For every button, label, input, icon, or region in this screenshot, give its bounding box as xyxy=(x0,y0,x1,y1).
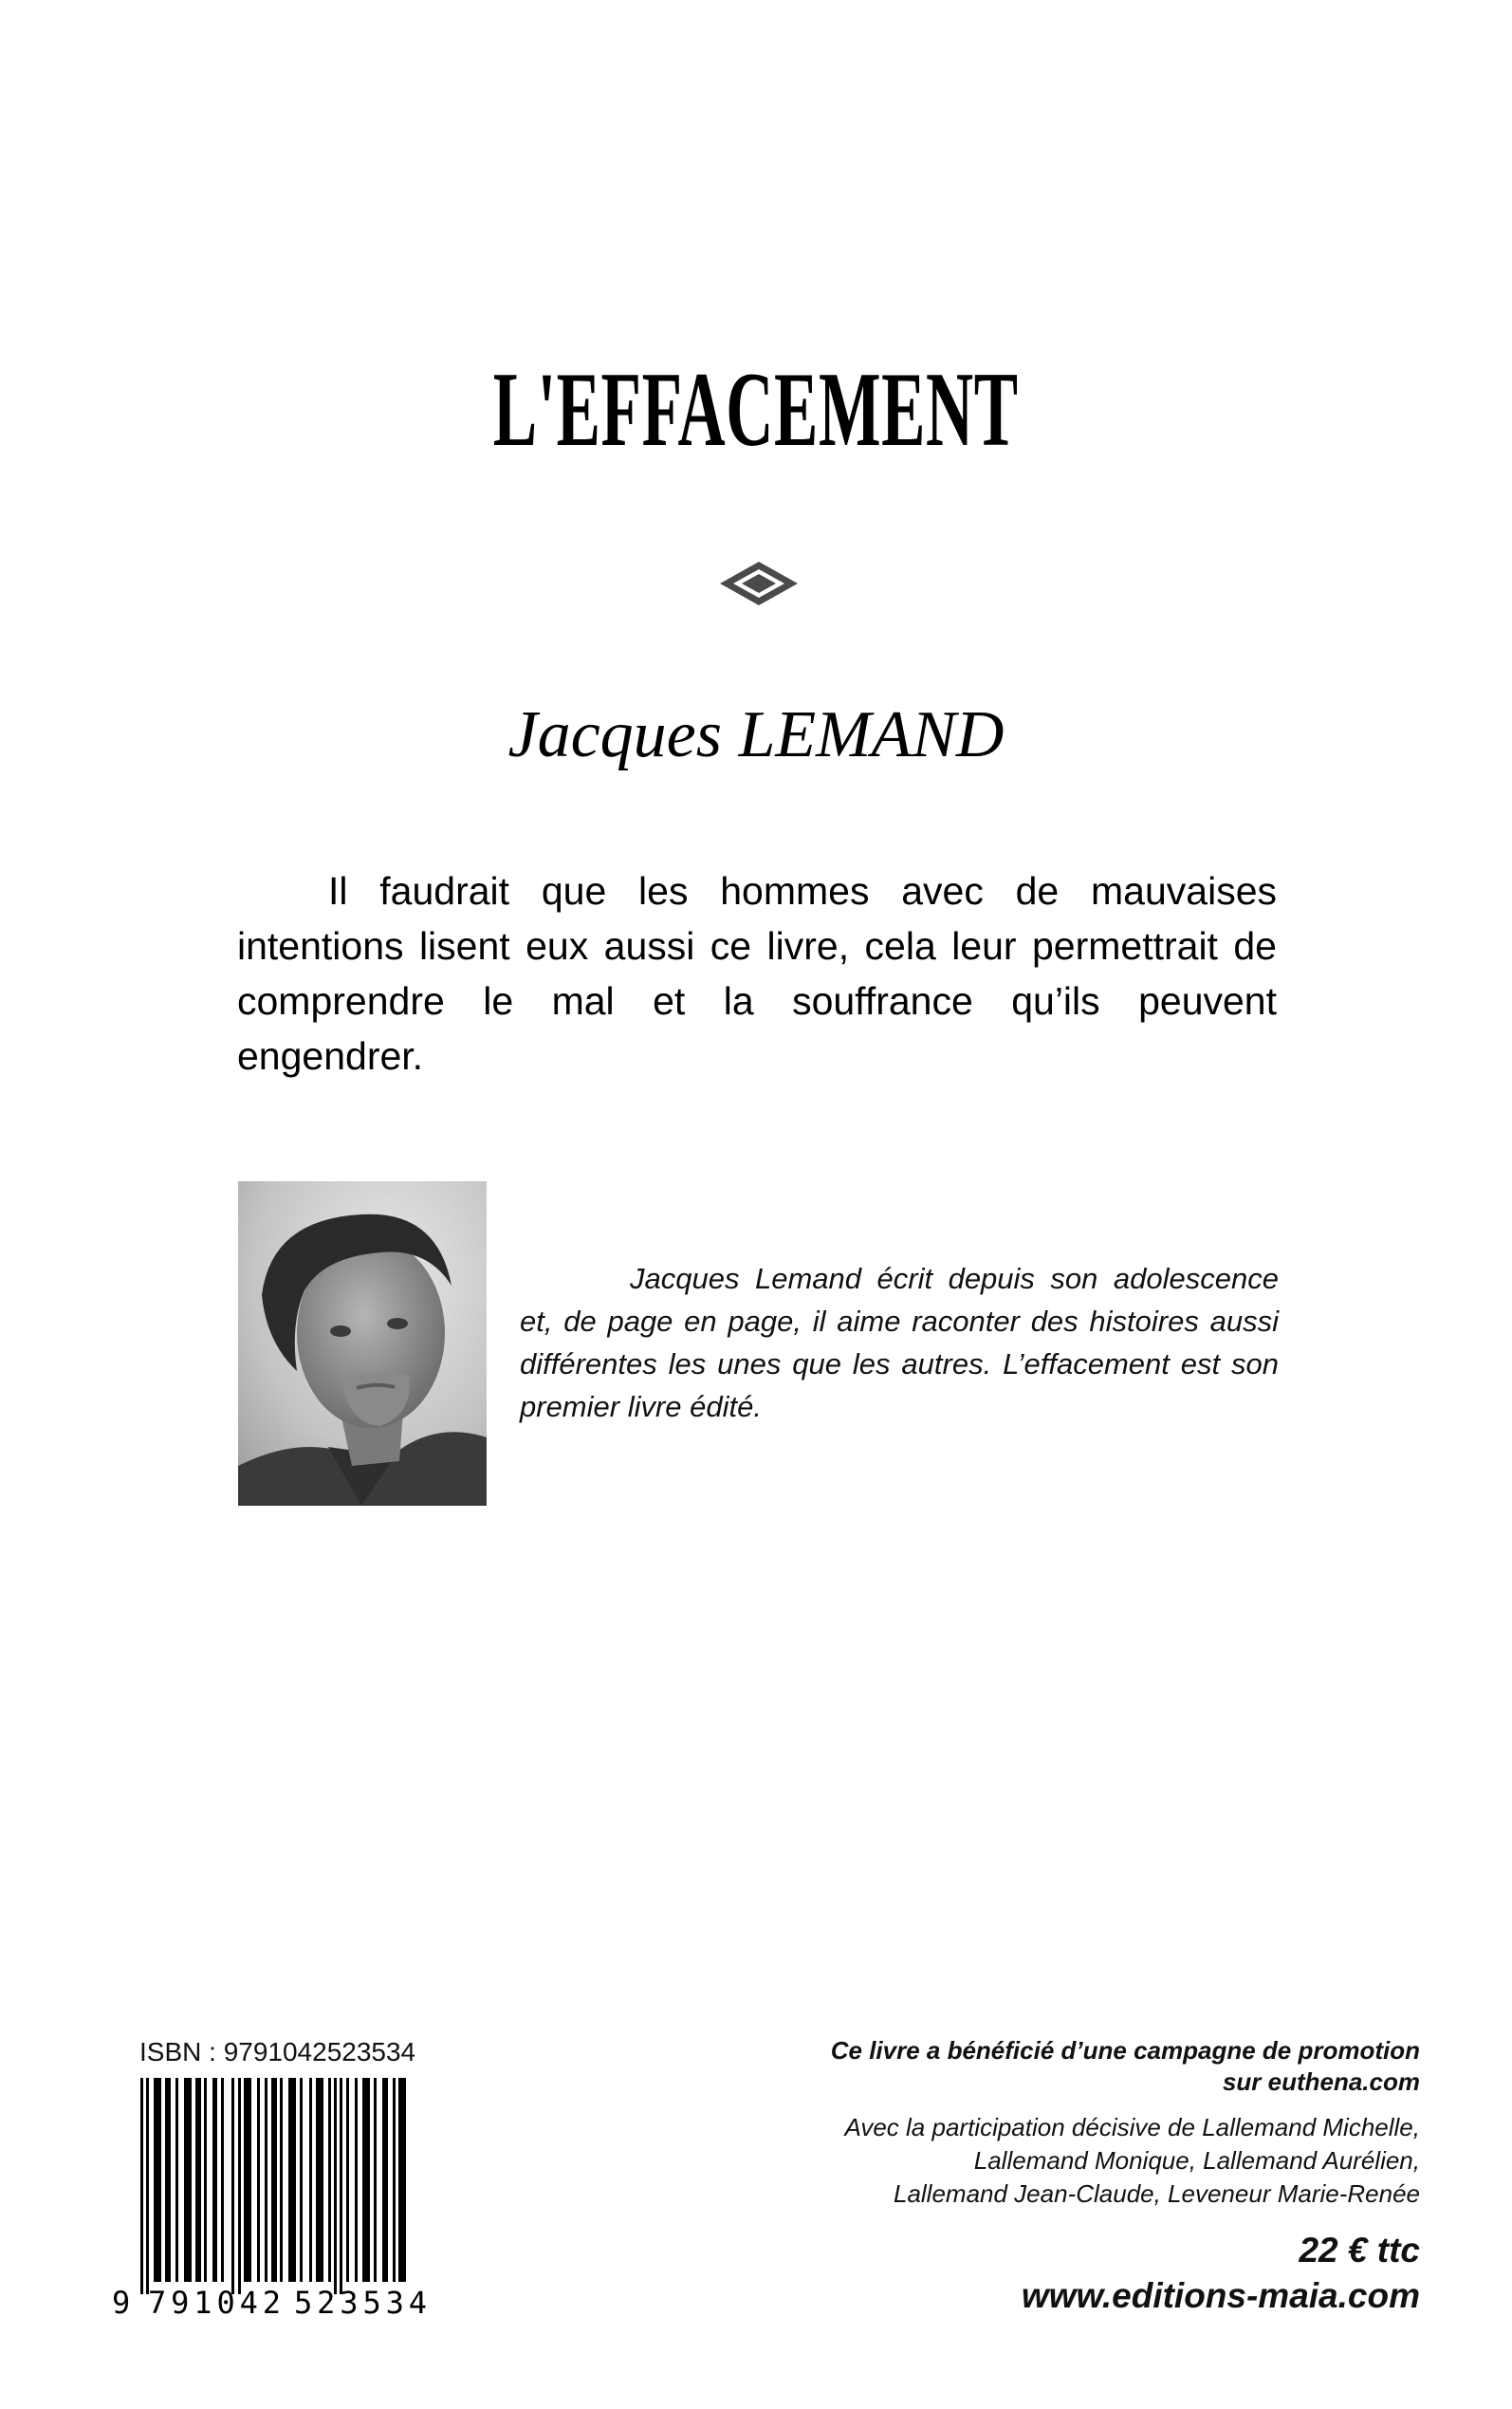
participation-line-2: Lallemand Monique, Lallemand Aurélien, xyxy=(973,2146,1420,2175)
publisher-info xyxy=(813,2035,1420,2319)
barcode-digit-lead: 9 xyxy=(112,2285,131,2321)
price: 22 € ttc xyxy=(1299,2231,1420,2270)
promo-line-2: sur euthena.com xyxy=(1222,2067,1420,2096)
isbn-label: ISBN : 9791042523534 xyxy=(139,2037,416,2066)
back-cover-quote xyxy=(237,863,1277,1084)
promo-line-1: Ce livre a bénéficié d’une campagne de promotion xyxy=(830,2036,1420,2065)
participation-credits xyxy=(813,2111,1420,2211)
quote-text: Il faudrait que les hommes avec de mauvaises intentions lisent eux aussi ce livre, cela leur permettrait de comprendre le mal et la souffrance qu’ils peuvent engendrer. xyxy=(237,869,1277,1078)
barcode-digits-right: 523534 xyxy=(294,2285,427,2321)
title-block xyxy=(0,353,1512,467)
diamond-ornament-icon xyxy=(718,560,800,607)
barcode-digits-left: 791042 xyxy=(148,2285,281,2321)
promo-note xyxy=(813,2035,1420,2098)
author-bio xyxy=(520,1257,1279,1428)
participation-line-3: Lallemand Jean-Claude, Leveneur Marie-Renée xyxy=(893,2179,1420,2208)
author-name: Jacques LEMAND xyxy=(507,698,1005,771)
bio-text: Jacques Lemand écrit depuis son adolescence et, de page en page, il aime raconter des histoires aussi différentes les unes que les autres. L’effacement est son premier livre édité. xyxy=(520,1262,1279,1423)
publisher-website: www.editions-maia.com xyxy=(1021,2276,1420,2315)
book-title: L'EFFACEMENT xyxy=(493,351,1019,469)
author-photo xyxy=(238,1181,487,1506)
participation-line-1: Avec la participation décisive de Lallemand Michelle, xyxy=(844,2113,1420,2141)
isbn-barcode xyxy=(112,2076,439,2323)
